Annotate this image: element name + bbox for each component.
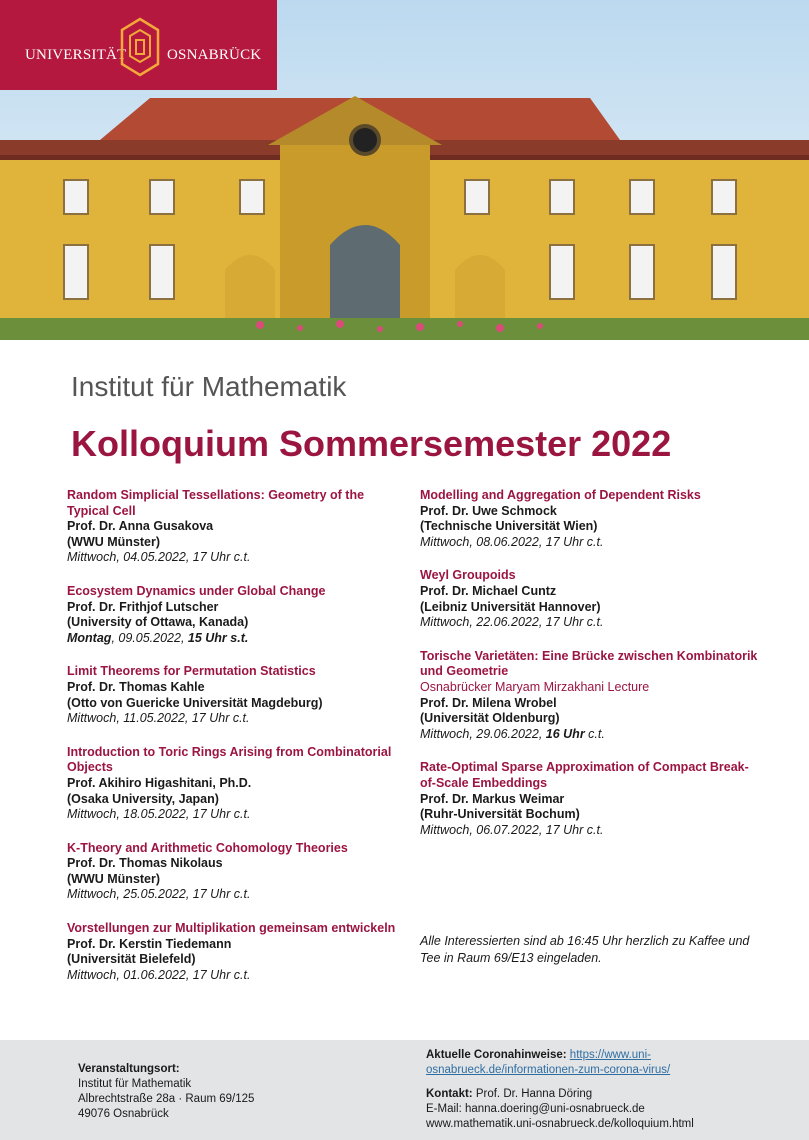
talk-title: Modelling and Aggregation of Dependent Risks xyxy=(420,488,701,502)
talk-date xyxy=(420,727,760,743)
corona-link[interactable]: https://www.uni- xyxy=(569,1049,651,1061)
talk-date: Mittwoch, 01.06.2022, 17 Uhr c.t. xyxy=(67,967,251,982)
talk-affiliation: (Ruhr-Universität Bochum) xyxy=(420,807,580,822)
talk-item xyxy=(67,664,397,726)
talk-affiliation: (Osaka University, Japan) xyxy=(67,791,219,806)
talk-item xyxy=(67,921,397,983)
talk-date-day: Montag xyxy=(67,630,112,645)
talk-date-time: 16 Uhr xyxy=(545,726,585,741)
institute-name: Institut für Mathematik xyxy=(71,371,347,402)
talk-item xyxy=(67,841,397,903)
talk-title: Ecosystem Dynamics under Global Change xyxy=(67,583,326,598)
talk-speaker: Prof. Dr. Anna Gusakova xyxy=(67,519,214,534)
page-title: Kolloquium Sommersemester 2022 xyxy=(71,423,672,464)
talk-speaker: Prof. Dr. Markus Weimar xyxy=(420,791,565,806)
talk-title: Torische Varietäten: Eine Brücke zwischen Kombinatorik und Geometrie xyxy=(420,648,758,679)
venue-block xyxy=(78,1062,254,1122)
venue-label: Veranstaltungsort: xyxy=(78,1063,180,1075)
talk-speaker: Prof. Dr. Michael Cuntz xyxy=(420,583,557,598)
talk-item xyxy=(420,568,760,630)
talk-title: Vorstellungen zur Multiplikation gemeinsam entwickeln xyxy=(67,921,396,936)
logo-right-text: OSNABRÜCK xyxy=(167,47,262,63)
contact-block xyxy=(426,1048,796,1132)
talk-title: Limit Theorems for Permutation Statistics xyxy=(67,664,316,679)
corona-label: Aktuelle Coronahinweise: xyxy=(426,1049,567,1061)
university-logo xyxy=(0,0,277,90)
corona-link-continued[interactable]: osnabrueck.de/informationen-zum-corona-virus/ xyxy=(426,1064,671,1076)
talk-speaker: Prof. Dr. Frithjof Lutscher xyxy=(67,599,219,614)
venue-line: Albrechtstraße 28a · Raum 69/125 xyxy=(78,1093,255,1105)
talk-subtitle: Osnabrücker Maryam Mirzakhani Lecture xyxy=(420,679,650,694)
talk-affiliation: (Technische Universität Wien) xyxy=(420,519,598,534)
talk-affiliation: (Universität Oldenburg) xyxy=(420,711,560,726)
talk-item xyxy=(67,745,397,823)
contact-email[interactable]: E-Mail: hanna.doering@uni-osnabrueck.de xyxy=(426,1103,645,1115)
talk-speaker: Prof. Dr. Milena Wrobel xyxy=(420,695,557,710)
talk-date: Mittwoch, 18.05.2022, 17 Uhr c.t. xyxy=(67,807,251,822)
talk-item xyxy=(67,488,397,566)
talks-right-column xyxy=(420,488,760,856)
talk-title: Random Simplicial Tessellations: Geometry of the Typical Cell xyxy=(67,488,365,518)
talk-speaker: Prof. Dr. Uwe Schmock xyxy=(420,503,557,518)
talk-title: K-Theory and Arithmetic Cohomology Theories xyxy=(67,840,348,855)
talk-item xyxy=(420,488,760,550)
talk-date-date: Mittwoch, 29.06.2022, xyxy=(420,726,546,741)
talk-item xyxy=(67,584,397,646)
talk-affiliation: (Otto von Guericke Universität Magdeburg) xyxy=(67,695,323,710)
contact-website[interactable]: www.mathematik.uni-osnabrueck.de/kolloquium.html xyxy=(426,1118,694,1130)
contact-name: Prof. Dr. Hanna Döring xyxy=(472,1088,593,1100)
talk-affiliation: (WWU Münster) xyxy=(67,534,161,549)
talk-title: Weyl Groupoids xyxy=(420,568,516,583)
university-emblem-icon xyxy=(118,16,162,78)
footer xyxy=(0,1040,809,1140)
coffee-invitation: Alle Interessierten sind ab 16:45 Uhr herzlich zu Kaffee und Tee in Raum 69/E13 eingeladen. xyxy=(420,934,750,965)
talk-item xyxy=(420,760,760,838)
talk-title: Introduction to Toric Rings Arising from Combinatorial Objects xyxy=(67,744,392,775)
logo-left-text: UNIVERSITÄT xyxy=(25,47,127,63)
talk-date: Mittwoch, 22.06.2022, 17 Uhr c.t. xyxy=(420,615,604,630)
talk-date: Mittwoch, 06.07.2022, 17 Uhr c.t. xyxy=(420,822,604,837)
talk-date: Mittwoch, 04.05.2022, 17 Uhr c.t. xyxy=(67,550,251,565)
talks-left-column xyxy=(67,488,397,1001)
talk-date-time: 15 Uhr s.t. xyxy=(187,630,249,645)
talk-date xyxy=(67,631,397,647)
talk-date: Mittwoch, 25.05.2022, 17 Uhr c.t. xyxy=(67,887,251,902)
talk-date-suffix: c.t. xyxy=(584,726,605,741)
venue-line: Institut für Mathematik xyxy=(78,1078,192,1090)
talk-speaker: Prof. Dr. Thomas Kahle xyxy=(67,679,205,694)
venue-line: 49076 Osnabrück xyxy=(78,1108,169,1120)
contact-label: Kontakt: xyxy=(426,1088,473,1100)
talk-date-date: , 09.05.2022, xyxy=(111,630,188,645)
talk-affiliation: (University of Ottawa, Kanada) xyxy=(67,615,249,630)
talk-date: Mittwoch, 08.06.2022, 17 Uhr c.t. xyxy=(420,534,604,549)
talk-speaker: Prof. Dr. Thomas Nikolaus xyxy=(67,856,223,871)
talk-speaker: Prof. Akihiro Higashitani, Ph.D. xyxy=(67,775,252,790)
talk-affiliation: (WWU Münster) xyxy=(67,871,161,886)
talk-speaker: Prof. Dr. Kerstin Tiedemann xyxy=(67,936,232,951)
talk-title: Rate-Optimal Sparse Approximation of Compact Break-of-Scale Embeddings xyxy=(420,760,749,790)
talk-item xyxy=(420,649,760,743)
talk-affiliation: (Universität Bielefeld) xyxy=(67,952,196,967)
talk-date: Mittwoch, 11.05.2022, 17 Uhr c.t. xyxy=(67,711,250,726)
talk-affiliation: (Leibniz Universität Hannover) xyxy=(420,599,601,614)
header-photo xyxy=(0,0,809,340)
